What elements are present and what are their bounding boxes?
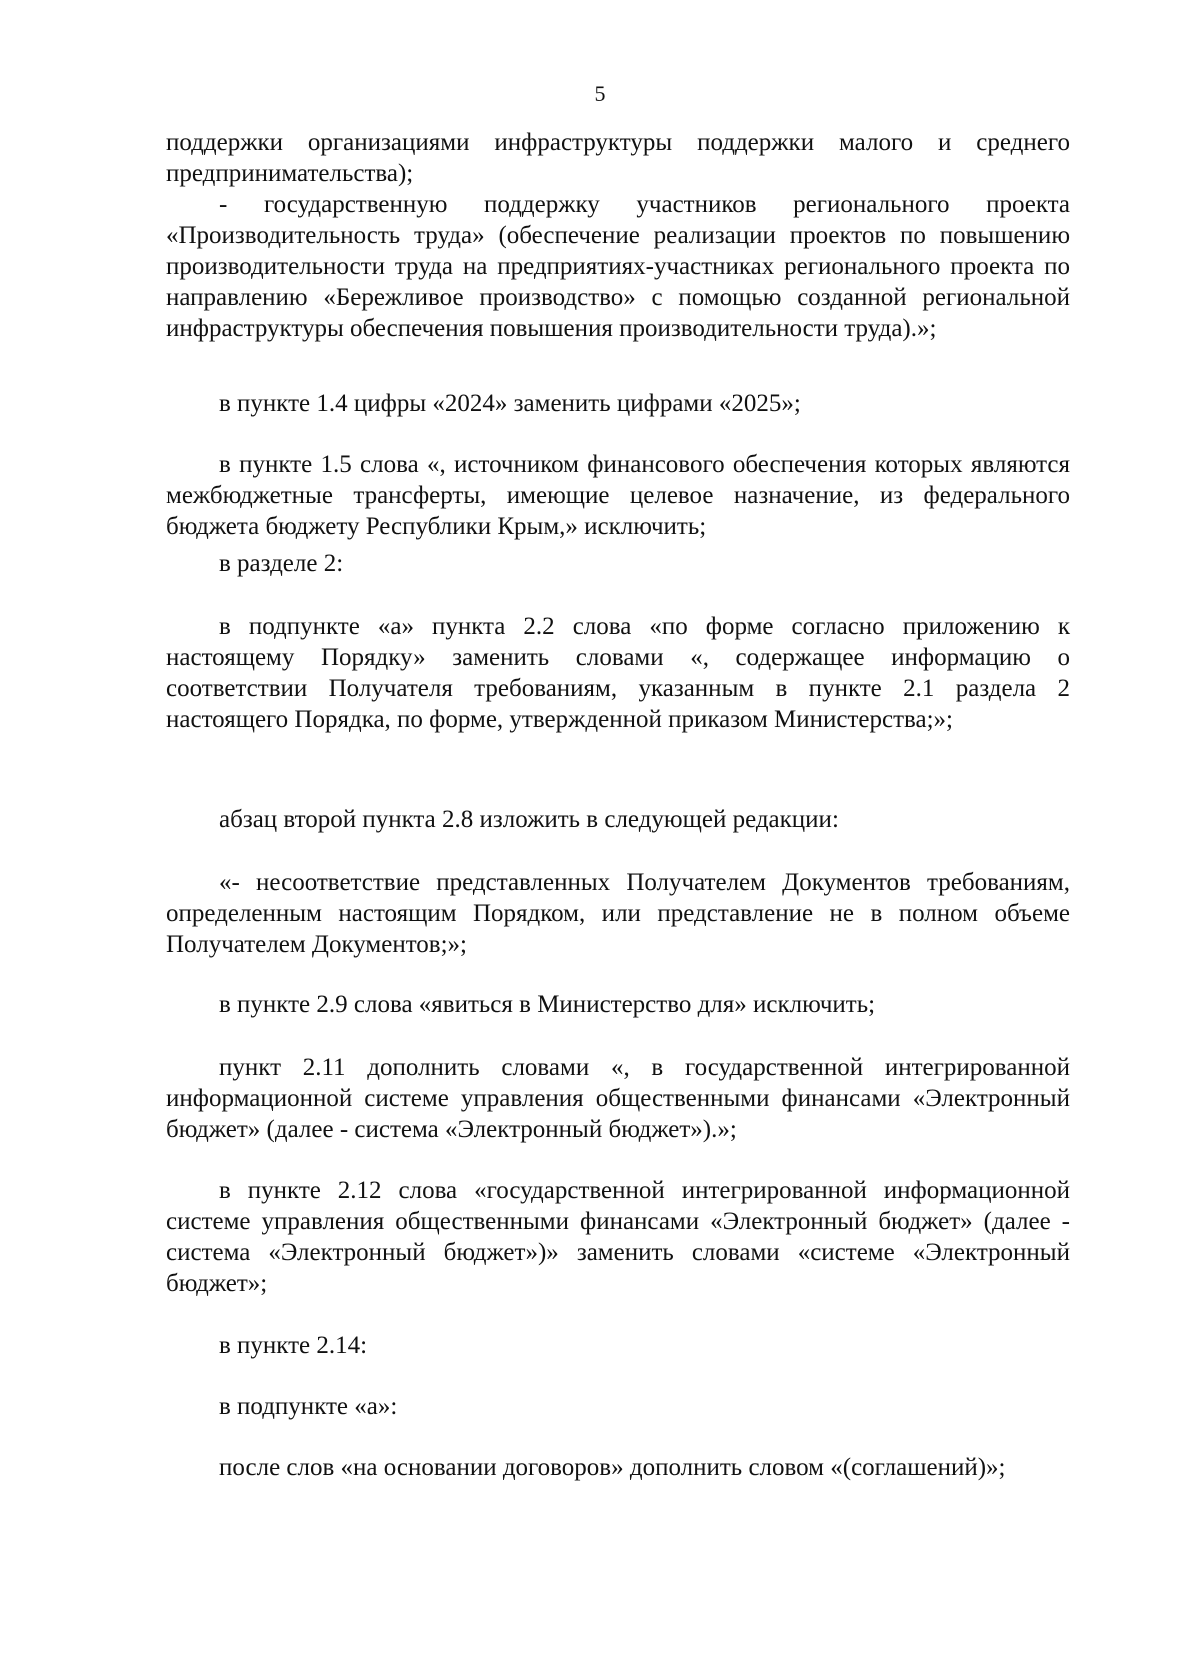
paragraph-item-2-11: пункт 2.11 дополнить словами «, в государственной интегрированной информационной системе управления общественными финансами «Электронный бюджет» (далее - система «Электронный бюджет»).»;: [166, 1054, 1070, 1143]
paragraph-item-2-9: в пункте 2.9 слова «явиться в Министерство для» исключить;: [219, 991, 876, 1018]
paragraph-productivity-project: - государственную поддержку участников регионального проекта «Производительность труда» (обеспечение реализации проектов по повышению производительности труда на предприятиях-участниках регионального проекта по направлению «Бережливое производство» с помощью созданной региональной инфраструктуры обеспечения повышения производительности труда).»;: [166, 191, 1070, 342]
paragraph-item-2-12: в пункте 2.12 слова «государственной интегрированной информационной системе управления общественными финансами «Электронный бюджет» (далее - система «Электронный бюджет»)» заменить словами «системе «Электронный бюджет»;: [166, 1177, 1070, 1297]
page-number: 5: [594, 81, 606, 106]
paragraph-item-1-5: в пункте 1.5 слова «, источником финансового обеспечения которых являются межбюджетные трансферты, имеющие целевое назначение, из федерального бюджета бюджету Республики Крым,» исключить;: [166, 451, 1070, 540]
paragraph-item-2-2: в подпункте «а» пункта 2.2 слова «по форме согласно приложению к настоящему Порядку» заменить словами «, содержащее информацию о соответствии Получателя требованиям, указанным в пункте 2.1 раздела 2 настоящего Порядка, по форме, утвержденной приказом Министерства;»;: [166, 613, 1070, 733]
paragraph-section-2: в разделе 2:: [219, 550, 344, 577]
paragraph-item-1-4: в пункте 1.4 цифры «2024» заменить цифрами «2025»;: [219, 390, 801, 417]
paragraph-item-2-8-text: «- несоответствие представленных Получателем Документов требованиям, определенным настоящим Порядком, или представление не в полном объеме Получателем Документов;»;: [166, 869, 1070, 958]
paragraph-item-2-14: в пункте 2.14:: [219, 1332, 368, 1359]
paragraph-subitem-a: в подпункте «а»:: [219, 1393, 398, 1420]
paragraph-item-2-8: абзац второй пункта 2.8 изложить в следующей редакции:: [219, 806, 839, 833]
paragraph-support-continuation: поддержки организациями инфраструктуры поддержки малого и среднего предпринимательства);: [166, 129, 1070, 187]
paragraph-after-words: после слов «на основании договоров» дополнить словом «(соглашений)»;: [219, 1454, 1006, 1481]
